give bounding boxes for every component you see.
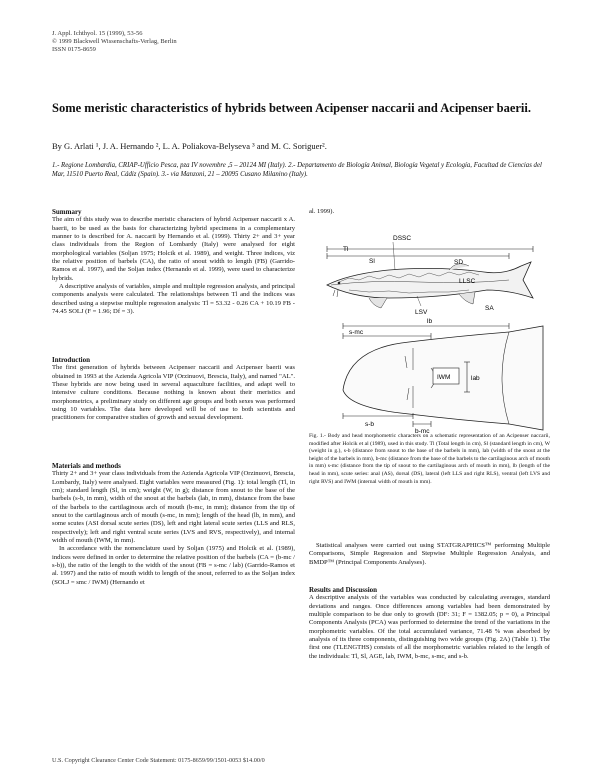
methods-heading: Materials and methods bbox=[52, 462, 121, 470]
label-b-mc: b-mc bbox=[415, 428, 430, 434]
label-lb: lb bbox=[427, 318, 433, 325]
label-sd: SD bbox=[454, 259, 464, 266]
statistics-paragraph: Statistical analyses were carried out using STATGRAPHICS™ performing Multiple Comparisons, Simple Regression and Stepwise Multiple Regression Analysis, and BMDP™ (Principal Components Analyses). bbox=[309, 542, 550, 566]
results-heading: Results and Discussion bbox=[309, 586, 378, 594]
figure-1 bbox=[309, 222, 550, 434]
figure-caption: Fig. 1.- Body and head morphometric characters on a schematic representation of an Acipenser naccarii, modified after Holcik et al (1989), used in this study. Tl (Total length in cm), Sl (standard length in cm), W (weight in g.), s-b (distance from snout to the base of the barbels in mm), lab (width of the snout at the height of the barbels in mm), b-mc (distance from the base of the barbels to the cartilaginous arch of mouth in mm) s-mc (distance from the tip of snout to the cartilaginous arch of mouth in mm), lb (length of the head in mm), scute series: anal (AS), dorsal (DS), lateral (left LLS and right RLS), ventral (left LVS and right RVS) and IWM (internal width of mouth in mm). bbox=[309, 433, 550, 485]
label-llsc: LLSC bbox=[459, 278, 476, 285]
author-list: By G. Arlati ¹, J. A. Hernando ², L. A. Poliakova-Belyseva ³ and M. C. Soriguer². bbox=[52, 141, 327, 151]
journal-citation: J. Appl. Ichthyol. 15 (1999), 53-56 bbox=[52, 30, 143, 37]
introduction-paragraph: The first generation of hybrids between Acipenser naccarii and Acipenser baerii was obtained in 1993 at the Azienda Agricola VIP (Orzinuovi, Brescia, Italy), and named "AL". These hybrids are now being used in several aquaculture facilities, and adapt well to intensive culture conditions. Because nothing is known about their meristics and morphometrics, a preliminary study on different age groups and both sexes was performed using 10 variables. The data here developed will be of use to both scientists and practitioners for comparative studies of growth and sexual development. bbox=[52, 364, 295, 422]
fish-side-view bbox=[327, 262, 533, 308]
results-paragraph: A descriptive analysis of the variables was conducted by calculating averages, standard deviations and ranges. Once differences among variables had been demonstrated by multiple comparison to be due only to growth (DF: 31; F = 1382.05; p = 0), a Principal Components Analysis (PCA) was performed to determine the trend of the variations in the morphometric variables. Of the total accumulated variance, 71.48 % was absorbed by analysis of its three components, distinguishing two wide groups (Fig. 2A) (Table 1). The first one (TLENGTHS) consists of all the morphometric variables related to the length of the individuals: Tl, Sl, AGE, lab, IWM, b-mc, s-mc, and s-b. bbox=[309, 594, 550, 660]
label-iwm: IWM bbox=[437, 374, 451, 381]
journal-issn: ISSN 0175-8659 bbox=[52, 46, 96, 53]
methods-paragraph-1: Thirty 2+ and 3+ year class individuals from the Azienda Agricola VIP (Orzinuovi, Brescia, Lombardy, Italy) were analysed. Eight variables were measured (Fig. 1): total length (Tl, in cm); standard length (Sl, in cm); weight (W, in g); distance from snout to the base of the barbels (s-b, in mm), width of the snout at the barbels (lab, in mm), distance from the base of the barbels to the cartilaginous arch of mouth (b-mc, in mm); distance from the tip of snout to the cartilaginous arch of mouth (s-mc, in mm); length of the head (lb, in mm), and some scutes (ASI dorsal scute series (DS), left and right lateral scute series (LLS and RLS, respectively); left and right ventral scute series (LVS and RVS, respectively), and internal width of mouth (IWM, in mm). bbox=[52, 470, 295, 545]
summary-paragraph-2: A descriptive analysis of variables, simple and multiple regression analysis, and principal components analysis were calculated. The relationships between Tl and the indices was described using a stepwise multiple regression analysis: Tl = 53.32 - 0.26 CA + 10.19 FB - 74.45 SOLJ (F = 1.96; Df = 3). bbox=[52, 283, 295, 316]
label-s-b: s-b bbox=[365, 421, 375, 428]
label-lab: lab bbox=[471, 375, 480, 382]
summary-section bbox=[52, 208, 295, 316]
label-dssc: DSSC bbox=[393, 235, 412, 242]
copyright-footer: U.S. Copyright Clearance Center Code Statement: 0175-8659/99/1501-0053 $14.00/0 bbox=[52, 757, 265, 764]
summary-paragraph-1: The aim of this study was to describe meristic characters of hybrid Acipenser naccarii x A. baerii, to be used as the basis for characterizing hybrid specimens in a complementary manner to is described for A. naccarii by Hernando et al. (1999). Thirty 2+ and 3+ year class individuals from the Region of Lombardy (Italy) were analysed for eight morphological variables (Soljan 1975; Holcik et al. 1989), and weight. Three indices, viz the relative position of barbels (CA), the ratio of snout width to length (FB) (Garrido-Ramos et al. 1997), and the Soljan index (Hernando et al. 1999), were used to characterize hybrids. bbox=[52, 216, 295, 282]
length-arrows bbox=[327, 242, 533, 270]
label-sa: SA bbox=[485, 305, 494, 312]
results-section bbox=[309, 586, 550, 661]
right-continuation: al. 1999). bbox=[309, 208, 335, 215]
label-tl: Tl bbox=[343, 246, 349, 253]
label-s-mc: s-mc bbox=[349, 329, 364, 336]
methods-section bbox=[52, 462, 295, 587]
journal-copyright: © 1999 Blackwell Wissenschafts-Verlag, Berlin bbox=[52, 38, 177, 45]
statistics-section bbox=[309, 542, 550, 567]
label-sl: Sl bbox=[369, 258, 375, 265]
paper-title: Some meristic characteristics of hybrids between Acipenser naccarii and Acipenser baerii. bbox=[52, 101, 531, 115]
methods-paragraph-2: In accordance with the nomenclature used by Soljan (1975) and Holcik et al. (1989), indices were defined in order to determine the relative position of the barbels (CA = (b-mc / s-b)), the ratio of the length to the width of the snout (FB = s-mc / lab) (Garrido-Ramos et al. 1997) and the ratio of mouth width to length of the snout, referred to as the Soljan index (SOLJ = smc / IWM) (Hernando et bbox=[52, 545, 295, 586]
introduction-section bbox=[52, 356, 295, 423]
label-lsv: LSV bbox=[415, 309, 428, 316]
summary-heading: Summary bbox=[52, 208, 82, 216]
journal-header bbox=[52, 30, 177, 54]
introduction-heading: Introduction bbox=[52, 356, 90, 364]
affiliations: 1.- Regione Lombardia, CRIAP-Ufficio Pesca, pza IV novembre ,5 – 20124 MI (Italy). 2.- Departamento de Biología Animal, Biología Vegetal y Ecología, Facultad de Ciencias del Mar, 11510 Puerto Real, Cádiz (Spain). 3.- via Manzoni, 21 – 20095 Cusano Milanino (Italy). bbox=[52, 162, 542, 178]
